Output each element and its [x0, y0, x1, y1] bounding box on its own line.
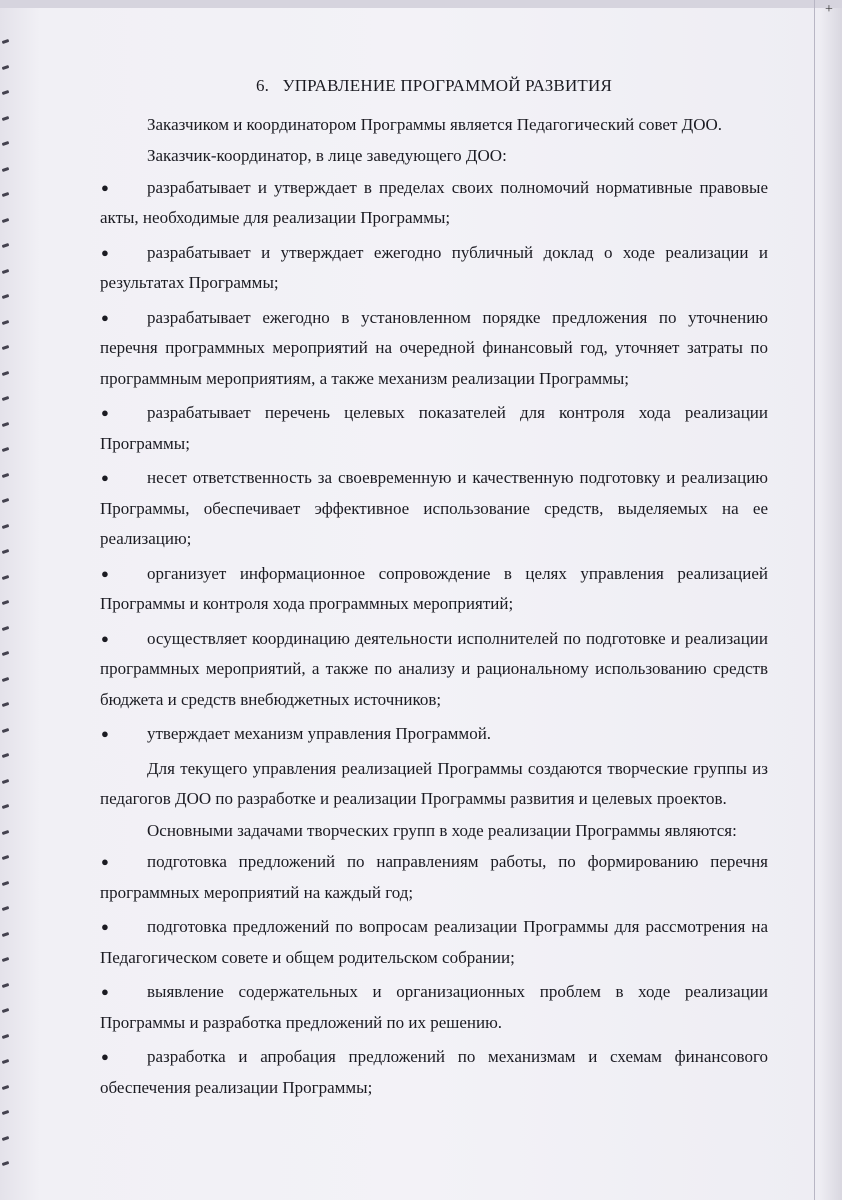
paragraph-text: разрабатывает ежегодно в установленном порядке предложения по уточнению перечня программных мероприятий на очередной финансовый год, уточняет затраты по программным мероприятиям, а также механизм реализации Программы; — [100, 307, 768, 388]
binding-ring — [2, 880, 10, 885]
bullet-dot-icon: ● — [101, 919, 109, 934]
binding-ring — [2, 600, 10, 605]
binding-ring — [2, 1110, 10, 1115]
binding-ring — [2, 498, 10, 503]
binding-ring — [2, 447, 10, 452]
binding-ring — [2, 1161, 10, 1166]
binding-ring — [2, 268, 10, 273]
binding-ring — [2, 855, 10, 860]
bullet-item — [100, 173, 768, 234]
paragraph — [100, 110, 768, 141]
binding-ring — [2, 549, 10, 554]
bullet-dot-icon: ● — [101, 405, 109, 420]
page-top-edge — [0, 0, 842, 8]
binding-ring — [2, 370, 10, 375]
bullet-dot-icon: ● — [101, 179, 109, 195]
binding-ring — [2, 931, 10, 936]
paragraph-text: разрабатывает и утверждает ежегодно публичный доклад о ходе реализации и результатах Программы; — [100, 242, 768, 292]
section-number: 6. — [255, 76, 270, 95]
section-title-text: УПРАВЛЕНИЕ ПРОГРАММОЙ РАЗВИТИЯ — [282, 76, 613, 95]
binding-ring — [2, 421, 10, 426]
corner-mark: + — [825, 2, 833, 17]
binding-ring — [2, 906, 10, 911]
document-body — [100, 71, 768, 1107]
binding-ring — [2, 396, 10, 401]
paragraph — [100, 754, 768, 815]
bullet-dot-icon: ● — [101, 565, 109, 581]
paragraph — [100, 141, 768, 172]
bullet-item — [100, 912, 768, 973]
bullet-dot-icon: ● — [101, 854, 109, 869]
bullet-item — [100, 624, 768, 716]
binding-ring — [2, 753, 10, 758]
binding-ring — [2, 166, 10, 171]
paragraph-text: утверждает механизм управления Программой. — [147, 724, 492, 743]
binding-ring — [2, 1033, 10, 1038]
binding-ring — [2, 64, 10, 69]
bullet-dot-icon: ● — [101, 984, 109, 999]
bullet-dot-icon: ● — [101, 726, 109, 741]
binding-ring — [2, 472, 10, 477]
binding-ring — [2, 1008, 10, 1013]
paragraph-text: Для текущего управления реализацией Программы создаются творческие группы из педагогов ДОО по разработке и реализации Программы развития и целевых проектов. — [100, 758, 768, 808]
paragraph-text: Основными задачами творческих групп в ходе реализации Программы являются: — [147, 820, 737, 840]
paragraph-text: разрабатывает и утверждает в пределах своих полномочий нормативные правовые акты, необходимые для реализации Программы; — [100, 177, 768, 227]
binding-ring — [2, 676, 10, 681]
binding-ring — [2, 345, 10, 350]
bullet-dot-icon: ● — [101, 244, 109, 260]
bullet-dot-icon: ● — [101, 470, 109, 485]
paragraph — [100, 816, 768, 847]
bullet-item — [100, 1042, 768, 1103]
binding-ring — [2, 778, 10, 783]
bullet-item — [100, 977, 768, 1038]
binding-ring — [2, 829, 10, 834]
paragraph-text: подготовка предложений по направлениям работы, по формированию перечня программных мероприятий на каждый год; — [100, 852, 768, 902]
paragraph-text: Заказчик-координатор, в лице заведующего ДОО: — [147, 146, 507, 165]
binding-ring — [2, 141, 10, 146]
bullet-item — [100, 847, 768, 908]
paragraph-list — [100, 110, 768, 1104]
bullet-item — [100, 303, 768, 395]
paragraph-text: организует информационное сопровождение в целях управления реализацией Программы и контроля хода программных мероприятий; — [100, 563, 768, 613]
bullet-dot-icon: ● — [101, 1049, 109, 1064]
bullet-item — [100, 238, 768, 299]
binding-ring — [2, 319, 10, 324]
binding-ring — [2, 625, 10, 630]
page-right-edge — [814, 0, 815, 1200]
bullet-dot-icon: ● — [101, 630, 109, 646]
paragraph-text: разрабатывает перечень целевых показателей для контроля хода реализации Программы; — [100, 403, 768, 453]
binding-ring — [2, 957, 10, 962]
section-title — [100, 71, 768, 102]
binding-ring — [2, 982, 10, 987]
binding-ring — [2, 192, 10, 197]
bullet-item — [100, 463, 768, 555]
paragraph-text: выявление содержательных и организационных проблем в ходе реализации Программы и разработка предложений по их решению. — [100, 982, 768, 1032]
binding-ring — [2, 217, 10, 222]
binding-ring — [2, 115, 10, 120]
binding-ring — [2, 90, 10, 95]
binding-ring — [2, 1084, 10, 1089]
binding-ring — [2, 1135, 10, 1140]
binding-ring — [2, 39, 10, 44]
bullet-item — [100, 398, 768, 459]
binding-ring — [2, 574, 10, 579]
binding-ring — [2, 651, 10, 656]
binding-ring — [2, 523, 10, 528]
spiral-binding — [2, 40, 12, 1190]
binding-ring — [2, 702, 10, 707]
paragraph-text: Заказчиком и координатором Программы является Педагогический совет ДОО. — [147, 114, 723, 134]
binding-ring — [2, 1059, 10, 1064]
bullet-item — [100, 559, 768, 620]
paragraph-text: разработка и апробация предложений по механизмам и схемам финансового обеспечения реализации Программы; — [100, 1047, 768, 1097]
bullet-item — [100, 719, 768, 750]
binding-ring — [2, 294, 10, 299]
paragraph-text: подготовка предложений по вопросам реализации Программы для рассмотрения на Педагогическом совете и общем родительском собрании; — [100, 917, 768, 967]
binding-ring — [2, 804, 10, 809]
bullet-dot-icon: ● — [101, 309, 109, 325]
binding-ring — [2, 243, 10, 248]
paragraph-text: несет ответственность за своевременную и качественную подготовку и реализацию Программы, обеспечивает эффективное использование средств, выделяемых на ее реализацию; — [100, 468, 768, 548]
binding-ring — [2, 727, 10, 732]
paragraph-text: осуществляет координацию деятельности исполнителей по подготовке и реализации программных мероприятий, а также по анализу и рациональному использованию средств бюджета и средств внебюджетных источников; — [100, 628, 768, 709]
